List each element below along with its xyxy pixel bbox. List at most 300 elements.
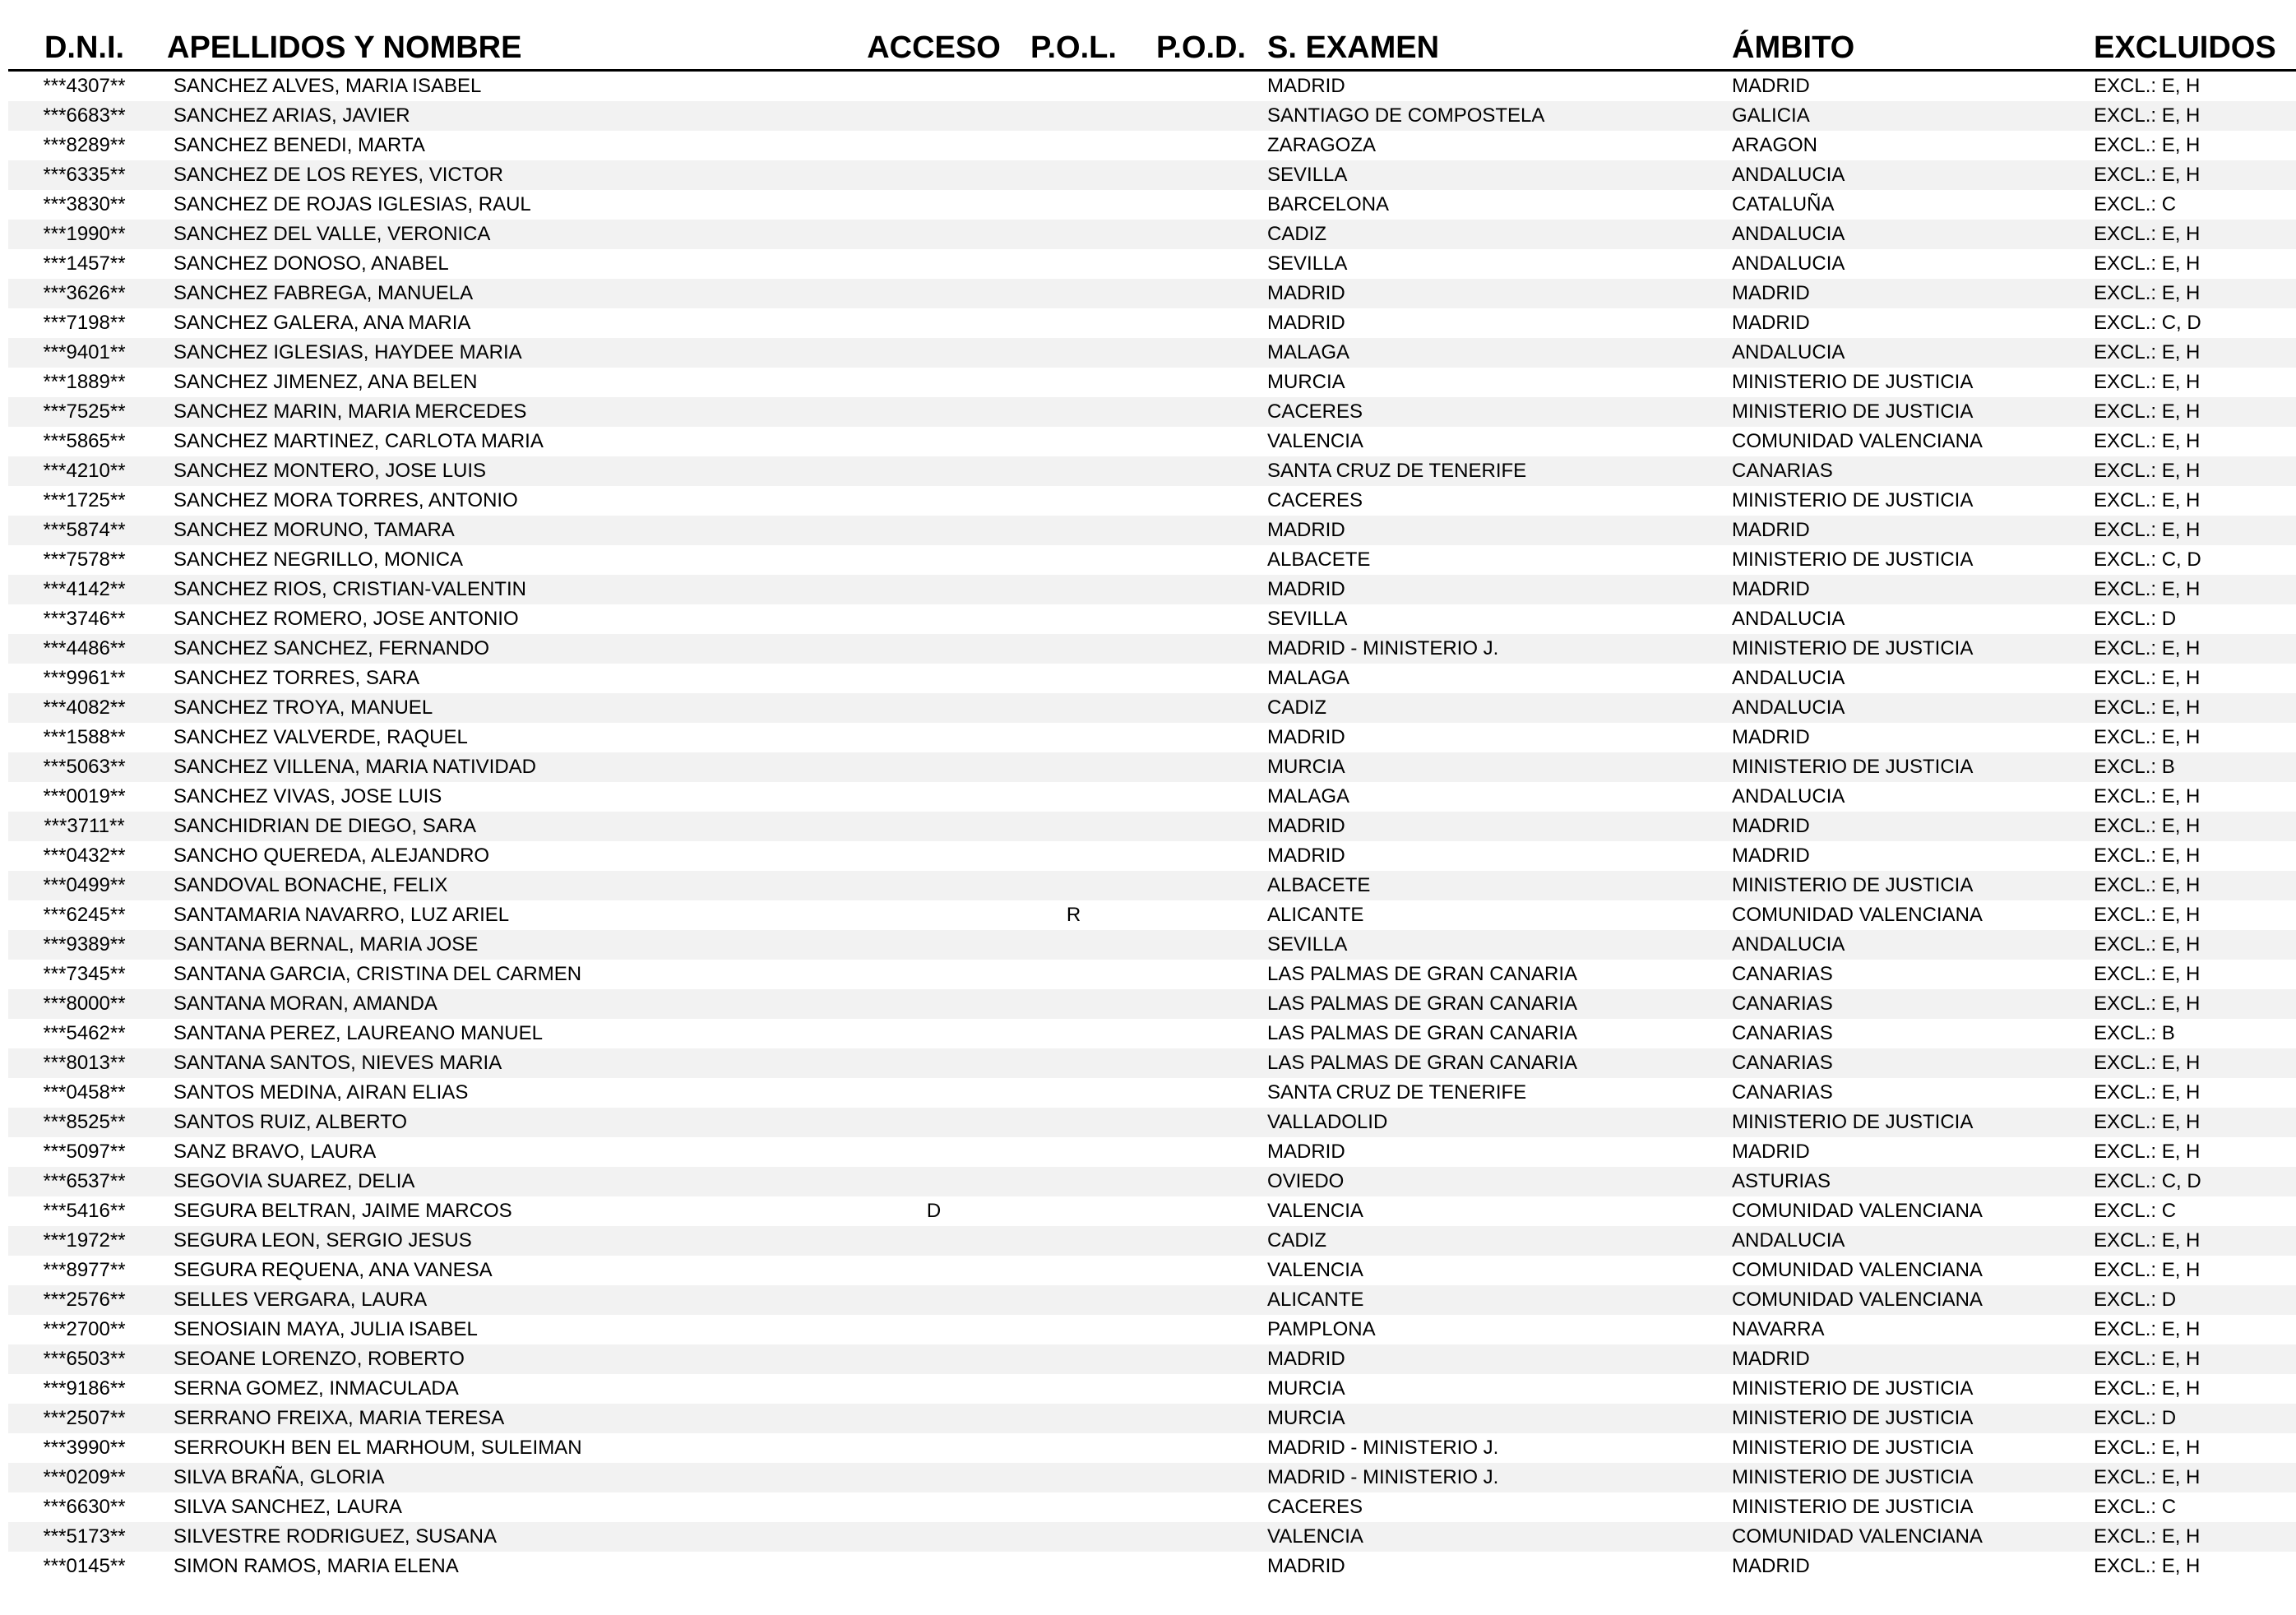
cell-name: SANTANA SANTOS, NIEVES MARIA [160, 1048, 862, 1078]
cell-name: SANTANA GARCIA, CRISTINA DEL CARMEN [174, 963, 582, 985]
cell-name: SANCHIDRIAN DE DIEGO, SARA [160, 812, 862, 841]
cell-name: SANCHEZ DE LOS REYES, VICTOR [160, 160, 862, 190]
cell-acceso [862, 930, 1006, 960]
cell-examen: LAS PALMAS DE GRAN CANARIA [1267, 1022, 1577, 1044]
cell-acceso [862, 989, 1006, 1019]
cell-pol [1006, 1226, 1141, 1256]
cell-name: SENOSIAIN MAYA, JULIA ISABEL [174, 1318, 478, 1340]
cell-excluidos: EXCL.: E, H [2094, 575, 2296, 604]
cell-pod [1141, 1285, 1261, 1315]
cell-examen: CACERES [1267, 1496, 1363, 1518]
cell-ambito: NAVARRA [1732, 1318, 1825, 1340]
cell-pod [1141, 427, 1261, 456]
cell-pol [1006, 71, 1141, 102]
cell-examen: MADRID [1261, 516, 1732, 545]
cell-examen: CADIZ [1261, 220, 1732, 249]
cell-pod [1141, 160, 1261, 190]
header-dni: D.N.I. [8, 18, 160, 71]
cell-examen: SEVILLA [1261, 160, 1732, 190]
cell-acceso [862, 338, 1006, 368]
cell-pol [1006, 368, 1141, 397]
header-excluidos: EXCLUIDOS [2094, 18, 2296, 71]
cell-dni: ***9961** [43, 667, 126, 689]
cell-pol [1006, 131, 1141, 160]
cell-pod [1141, 782, 1261, 812]
excluded-candidates-table [8, 18, 2296, 1581]
cell-pod [1141, 1404, 1261, 1433]
cell-pol [1006, 1344, 1141, 1374]
table-row [8, 516, 2296, 545]
cell-pol: R [1066, 904, 1081, 926]
cell-examen: LAS PALMAS DE GRAN CANARIA [1261, 1048, 1732, 1078]
cell-ambito: MADRID [1732, 726, 1810, 748]
cell-excluidos: EXCL.: E, H [2094, 634, 2296, 664]
cell-name: SANCHEZ ARIAS, JAVIER [160, 101, 862, 131]
cell-pol [1006, 516, 1141, 545]
cell-pod [1141, 71, 1261, 102]
cell-name: SILVA SANCHEZ, LAURA [174, 1496, 402, 1518]
cell-pol [1006, 664, 1141, 693]
cell-excluidos: EXCL.: E, H [2094, 371, 2201, 393]
cell-pol [1006, 960, 1141, 989]
table-row [8, 960, 2296, 989]
cell-pod [1141, 1433, 1261, 1463]
cell-acceso [862, 604, 1006, 634]
cell-ambito: COMUNIDAD VALENCIANA [1732, 1259, 1983, 1281]
cell-examen: MADRID - MINISTERIO J. [1261, 634, 1732, 664]
cell-name: SANCHEZ DEL VALLE, VERONICA [160, 220, 862, 249]
cell-ambito: ANDALUCIA [1732, 667, 1845, 689]
cell-dni: ***1588** [43, 726, 126, 748]
cell-name: SERRANO FREIXA, MARIA TERESA [160, 1404, 862, 1433]
cell-examen: LAS PALMAS DE GRAN CANARIA [1261, 989, 1732, 1019]
table-row [8, 693, 2296, 723]
cell-pod [1141, 190, 1261, 220]
cell-pol [1006, 1196, 1141, 1226]
cell-dni: ***6630** [43, 1496, 126, 1518]
cell-dni: ***4210** [8, 456, 160, 486]
cell-pod [1141, 841, 1261, 871]
cell-pod [1141, 1315, 1261, 1344]
header-examen: S. EXAMEN [1261, 18, 1732, 71]
cell-examen: MADRID [1267, 1141, 1345, 1163]
cell-dni: ***3711** [8, 812, 160, 841]
cell-acceso [862, 723, 1006, 752]
cell-examen: MADRID [1267, 1555, 1345, 1577]
cell-pol [1006, 841, 1141, 871]
cell-pol [1006, 1167, 1141, 1196]
cell-ambito: ANDALUCIA [1732, 220, 2094, 249]
cell-ambito: MADRID [1732, 1344, 2094, 1374]
cell-pod [1141, 338, 1261, 368]
cell-examen: SANTA CRUZ DE TENERIFE [1261, 456, 1732, 486]
cell-excluidos: EXCL.: E, H [2094, 1108, 2296, 1137]
cell-excluidos: EXCL.: E, H [2094, 1463, 2296, 1492]
header-pol: P.O.L. [1006, 18, 1141, 71]
cell-examen: MADRID [1261, 575, 1732, 604]
table-row [8, 71, 2296, 102]
cell-examen: VALENCIA [1267, 1200, 1363, 1222]
cell-name: SANCHEZ MORA TORRES, ANTONIO [174, 489, 518, 511]
cell-dni: ***1990** [8, 220, 160, 249]
table-row [8, 1463, 2296, 1492]
table-row [8, 249, 2296, 279]
cell-name: SEOANE LORENZO, ROBERTO [160, 1344, 862, 1374]
cell-pol [1006, 427, 1141, 456]
cell-dni: ***5173** [8, 1522, 160, 1552]
cell-name: SANCHEZ TORRES, SARA [174, 667, 420, 689]
table-row [8, 1404, 2296, 1433]
cell-dni: ***7525** [8, 397, 160, 427]
cell-examen: VALENCIA [1267, 1259, 1363, 1281]
table-row [8, 1196, 2296, 1226]
cell-ambito: CANARIAS [1732, 989, 2094, 1019]
cell-name: SANDOVAL BONACHE, FELIX [160, 871, 862, 900]
cell-acceso [862, 693, 1006, 723]
cell-excluidos: EXCL.: D [2094, 1404, 2296, 1433]
cell-acceso [862, 664, 1006, 693]
cell-pol [1006, 1404, 1141, 1433]
cell-examen: MURCIA [1267, 371, 1345, 393]
cell-name: SANCHEZ TROYA, MANUEL [160, 693, 862, 723]
cell-acceso [862, 782, 1006, 812]
cell-pod [1141, 1078, 1261, 1108]
cell-name: SEGURA REQUENA, ANA VANESA [174, 1259, 493, 1281]
cell-excluidos: EXCL.: E, H [2094, 1318, 2201, 1340]
cell-ambito: MADRID [1732, 812, 2094, 841]
table-row [8, 1226, 2296, 1256]
cell-excluidos: EXCL.: E, H [2094, 1377, 2201, 1400]
cell-acceso [862, 1226, 1006, 1256]
cell-excluidos: EXCL.: E, H [2094, 279, 2296, 308]
cell-dni: ***3626** [8, 279, 160, 308]
cell-pod [1141, 604, 1261, 634]
table-row [8, 930, 2296, 960]
cell-pol [1006, 1019, 1141, 1048]
cell-dni: ***8289** [43, 134, 126, 156]
cell-excluidos: EXCL.: E, H [2094, 134, 2201, 156]
cell-excluidos: EXCL.: E, H [2094, 1141, 2201, 1163]
cell-name: SANTAMARIA NAVARRO, LUZ ARIEL [174, 904, 510, 926]
table-row [8, 1492, 2296, 1522]
cell-ambito: MINISTERIO DE JUSTICIA [1732, 1108, 2094, 1137]
cell-name: SANCHO QUEREDA, ALEJANDRO [174, 845, 490, 867]
cell-dni: ***8525** [8, 1108, 160, 1137]
cell-pod [1141, 486, 1261, 516]
cell-dni: ***0209** [8, 1463, 160, 1492]
cell-acceso [862, 752, 1006, 782]
cell-excluidos: EXCL.: E, H [2094, 1226, 2296, 1256]
cell-examen: CADIZ [1261, 1226, 1732, 1256]
cell-name: SANCHEZ IGLESIAS, HAYDEE MARIA [160, 338, 862, 368]
table-row [8, 545, 2296, 575]
cell-excluidos: EXCL.: E, H [2094, 397, 2296, 427]
table-row [8, 1522, 2296, 1552]
cell-pod [1141, 1552, 1261, 1581]
cell-acceso [862, 1404, 1006, 1433]
cell-pod [1141, 664, 1261, 693]
cell-name: SANCHEZ RIOS, CRISTIAN-VALENTIN [160, 575, 862, 604]
cell-ambito: MINISTERIO DE JUSTICIA [1732, 1377, 1974, 1400]
cell-pod [1141, 1256, 1261, 1285]
cell-excluidos: EXCL.: E, H [2094, 785, 2201, 808]
table-row [8, 427, 2296, 456]
cell-dni: ***2576** [8, 1285, 160, 1315]
cell-acceso [862, 900, 1006, 930]
cell-excluidos: EXCL.: C, D [2094, 312, 2201, 334]
cell-pod [1141, 693, 1261, 723]
cell-acceso [862, 279, 1006, 308]
cell-acceso [862, 812, 1006, 841]
cell-ambito: CATALUÑA [1732, 193, 1835, 215]
cell-ambito: MADRID [1732, 845, 1810, 867]
cell-name: SANCHEZ SANCHEZ, FERNANDO [160, 634, 862, 664]
cell-pod [1141, 1492, 1261, 1522]
cell-examen: CACERES [1267, 489, 1363, 511]
cell-examen: SEVILLA [1267, 608, 1348, 630]
cell-dni: ***4142** [8, 575, 160, 604]
cell-ambito: ANDALUCIA [1732, 1226, 2094, 1256]
cell-excluidos: EXCL.: E, H [2094, 516, 2296, 545]
table-row [8, 160, 2296, 190]
cell-name: SELLES VERGARA, LAURA [160, 1285, 862, 1315]
cell-examen: MALAGA [1261, 338, 1732, 368]
cell-name: SANTOS MEDINA, AIRAN ELIAS [174, 1081, 469, 1104]
cell-pod [1141, 871, 1261, 900]
cell-pol [1006, 1285, 1141, 1315]
cell-dni: ***6335** [8, 160, 160, 190]
cell-ambito: CANARIAS [1732, 1022, 1833, 1044]
cell-pol [1006, 634, 1141, 664]
cell-excluidos: EXCL.: E, H [2094, 667, 2201, 689]
cell-acceso [862, 131, 1006, 160]
cell-ambito: MINISTERIO DE JUSTICIA [1732, 1437, 1974, 1459]
cell-dni: ***8013** [8, 1048, 160, 1078]
cell-pod [1141, 930, 1261, 960]
cell-examen: ALBACETE [1267, 548, 1371, 571]
header-pod: P.O.D. [1141, 18, 1261, 71]
cell-excluidos: EXCL.: B [2094, 752, 2296, 782]
cell-excluidos: EXCL.: E, H [2094, 220, 2296, 249]
cell-dni: ***6245** [43, 904, 126, 926]
cell-name: SANTANA PEREZ, LAUREANO MANUEL [174, 1022, 543, 1044]
cell-pol [1006, 160, 1141, 190]
cell-acceso [862, 427, 1006, 456]
table-row [8, 1285, 2296, 1315]
cell-pod [1141, 1196, 1261, 1226]
cell-ambito: MINISTERIO DE JUSTICIA [1732, 1404, 2094, 1433]
cell-name: SANCHEZ DE ROJAS IGLESIAS, RAUL [174, 193, 531, 215]
cell-ambito: COMUNIDAD VALENCIANA [1732, 1200, 1983, 1222]
cell-pod [1141, 220, 1261, 249]
cell-dni: ***4486** [8, 634, 160, 664]
cell-excluidos: EXCL.: C, D [2094, 1167, 2296, 1196]
cell-acceso [862, 160, 1006, 190]
cell-dni: ***6537** [8, 1167, 160, 1196]
cell-examen: PAMPLONA [1267, 1318, 1376, 1340]
cell-pod [1141, 1522, 1261, 1552]
cell-examen: OVIEDO [1261, 1167, 1732, 1196]
cell-pod [1141, 723, 1261, 752]
table-row [8, 575, 2296, 604]
cell-pod [1141, 249, 1261, 279]
table-row [8, 664, 2296, 693]
cell-pol [1006, 1522, 1141, 1552]
cell-excluidos: EXCL.: E, H [2094, 930, 2296, 960]
cell-excluidos: EXCL.: E, H [2094, 1048, 2296, 1078]
cell-pol [1006, 752, 1141, 782]
cell-pol [1006, 930, 1141, 960]
header-acceso: ACCESO [862, 18, 1006, 71]
cell-name: SANCHEZ ALVES, MARIA ISABEL [174, 75, 482, 97]
cell-acceso [862, 71, 1006, 102]
cell-acceso [862, 1522, 1006, 1552]
cell-ambito: COMUNIDAD VALENCIANA [1732, 904, 1983, 926]
cell-examen: VALENCIA [1267, 430, 1363, 452]
cell-pol [1006, 1315, 1141, 1344]
cell-name: SANZ BRAVO, LAURA [174, 1141, 377, 1163]
cell-name: SILVESTRE RODRIGUEZ, SUSANA [160, 1522, 862, 1552]
cell-dni: ***0019** [43, 785, 126, 808]
cell-pod [1141, 131, 1261, 160]
cell-pol [1006, 604, 1141, 634]
cell-dni: ***0458** [43, 1081, 126, 1104]
cell-ambito: MADRID [1732, 575, 2094, 604]
cell-name: SANCHEZ GALERA, ANA MARIA [174, 312, 471, 334]
cell-acceso [862, 220, 1006, 249]
cell-dni: ***8000** [8, 989, 160, 1019]
cell-examen: MADRID - MINISTERIO J. [1261, 1463, 1732, 1492]
cell-dni: ***5874** [8, 516, 160, 545]
cell-ambito: MADRID [1732, 1141, 1810, 1163]
cell-acceso [862, 1492, 1006, 1522]
table-row [8, 397, 2296, 427]
cell-excluidos: EXCL.: E, H [2094, 101, 2296, 131]
cell-pol [1006, 220, 1141, 249]
cell-ambito: ANDALUCIA [1732, 693, 2094, 723]
cell-name: SANCHEZ VIVAS, JOSE LUIS [174, 785, 442, 808]
cell-dni: ***9401** [8, 338, 160, 368]
cell-examen: MADRID [1267, 726, 1345, 748]
cell-excluidos: EXCL.: C [2094, 1200, 2177, 1222]
table-row [8, 101, 2296, 131]
table-row [8, 1374, 2296, 1404]
cell-ambito: MINISTERIO DE JUSTICIA [1732, 489, 1974, 511]
table-row [8, 220, 2296, 249]
cell-name: SANCHEZ MONTERO, JOSE LUIS [160, 456, 862, 486]
cell-pod [1141, 575, 1261, 604]
cell-ambito: ANDALUCIA [1732, 608, 1845, 630]
cell-acceso [862, 101, 1006, 131]
cell-acceso [862, 960, 1006, 989]
cell-examen: ALICANTE [1261, 1285, 1732, 1315]
cell-examen: VALLADOLID [1261, 1108, 1732, 1137]
cell-acceso [862, 1552, 1006, 1581]
cell-pod [1141, 1137, 1261, 1167]
cell-ambito: ASTURIAS [1732, 1167, 2094, 1196]
cell-ambito: CANARIAS [1732, 963, 1833, 985]
cell-excluidos: EXCL.: E, H [2094, 989, 2296, 1019]
cell-excluidos: EXCL.: E, H [2094, 963, 2201, 985]
cell-examen: MURCIA [1261, 1404, 1732, 1433]
cell-acceso [862, 871, 1006, 900]
cell-ambito: ANDALUCIA [1732, 160, 2094, 190]
cell-pol [1006, 338, 1141, 368]
cell-pol [1006, 1463, 1141, 1492]
cell-pol [1006, 101, 1141, 131]
table-row [8, 1078, 2296, 1108]
table-row [8, 456, 2296, 486]
cell-ambito: MINISTERIO DE JUSTICIA [1732, 397, 2094, 427]
cell-pol [1006, 693, 1141, 723]
cell-excluidos: EXCL.: E, H [2094, 489, 2201, 511]
cell-name: SANCHEZ FABREGA, MANUELA [160, 279, 862, 308]
cell-pod [1141, 1344, 1261, 1374]
cell-dni: ***7345** [43, 963, 126, 985]
cell-pod [1141, 1226, 1261, 1256]
cell-dni: ***6503** [8, 1344, 160, 1374]
cell-pol [1006, 871, 1141, 900]
cell-ambito: GALICIA [1732, 101, 2094, 131]
cell-acceso [862, 634, 1006, 664]
cell-dni: ***4307** [43, 75, 126, 97]
cell-acceso [862, 1167, 1006, 1196]
cell-ambito: COMUNIDAD VALENCIANA [1732, 1285, 2094, 1315]
cell-pod [1141, 989, 1261, 1019]
cell-dni: ***1972** [8, 1226, 160, 1256]
table-header [8, 18, 2296, 71]
cell-excluidos: EXCL.: E, H [2094, 338, 2296, 368]
cell-dni: ***5865** [43, 430, 126, 452]
table-body [8, 71, 2296, 1582]
cell-examen: SANTA CRUZ DE TENERIFE [1267, 1081, 1527, 1104]
table-row [8, 1344, 2296, 1374]
table-row [8, 782, 2296, 812]
cell-name: SANTOS RUIZ, ALBERTO [160, 1108, 862, 1137]
table-row [8, 190, 2296, 220]
cell-ambito: MINISTERIO DE JUSTICIA [1732, 871, 2094, 900]
cell-dni: ***3990** [43, 1437, 126, 1459]
cell-dni: ***4082** [8, 693, 160, 723]
cell-pol [1006, 1137, 1141, 1167]
cell-name: SILVA BRAÑA, GLORIA [160, 1463, 862, 1492]
cell-examen: MALAGA [1267, 785, 1350, 808]
cell-name: SANCHEZ MARIN, MARIA MERCEDES [160, 397, 862, 427]
cell-ambito: ANDALUCIA [1732, 338, 2094, 368]
cell-pod [1141, 812, 1261, 841]
cell-examen: MADRID [1261, 1344, 1732, 1374]
cell-name: SANCHEZ MARTINEZ, CARLOTA MARIA [174, 430, 544, 452]
cell-pod [1141, 960, 1261, 989]
cell-acceso [862, 249, 1006, 279]
cell-pod [1141, 1463, 1261, 1492]
header-row [8, 18, 2296, 71]
cell-acceso [862, 1078, 1006, 1108]
cell-acceso [862, 1285, 1006, 1315]
table-row [8, 1433, 2296, 1463]
cell-dni: ***0432** [43, 845, 126, 867]
cell-examen: MADRID - MINISTERIO J. [1267, 1437, 1499, 1459]
cell-examen: SEVILLA [1267, 252, 1348, 275]
cell-dni: ***1889** [43, 371, 126, 393]
cell-pod [1141, 1167, 1261, 1196]
cell-pol [1006, 249, 1141, 279]
cell-examen: MADRID [1267, 75, 1345, 97]
table-row [8, 308, 2296, 338]
cell-acceso [862, 1315, 1006, 1344]
cell-pod [1141, 634, 1261, 664]
cell-ambito: CANARIAS [1732, 456, 2094, 486]
